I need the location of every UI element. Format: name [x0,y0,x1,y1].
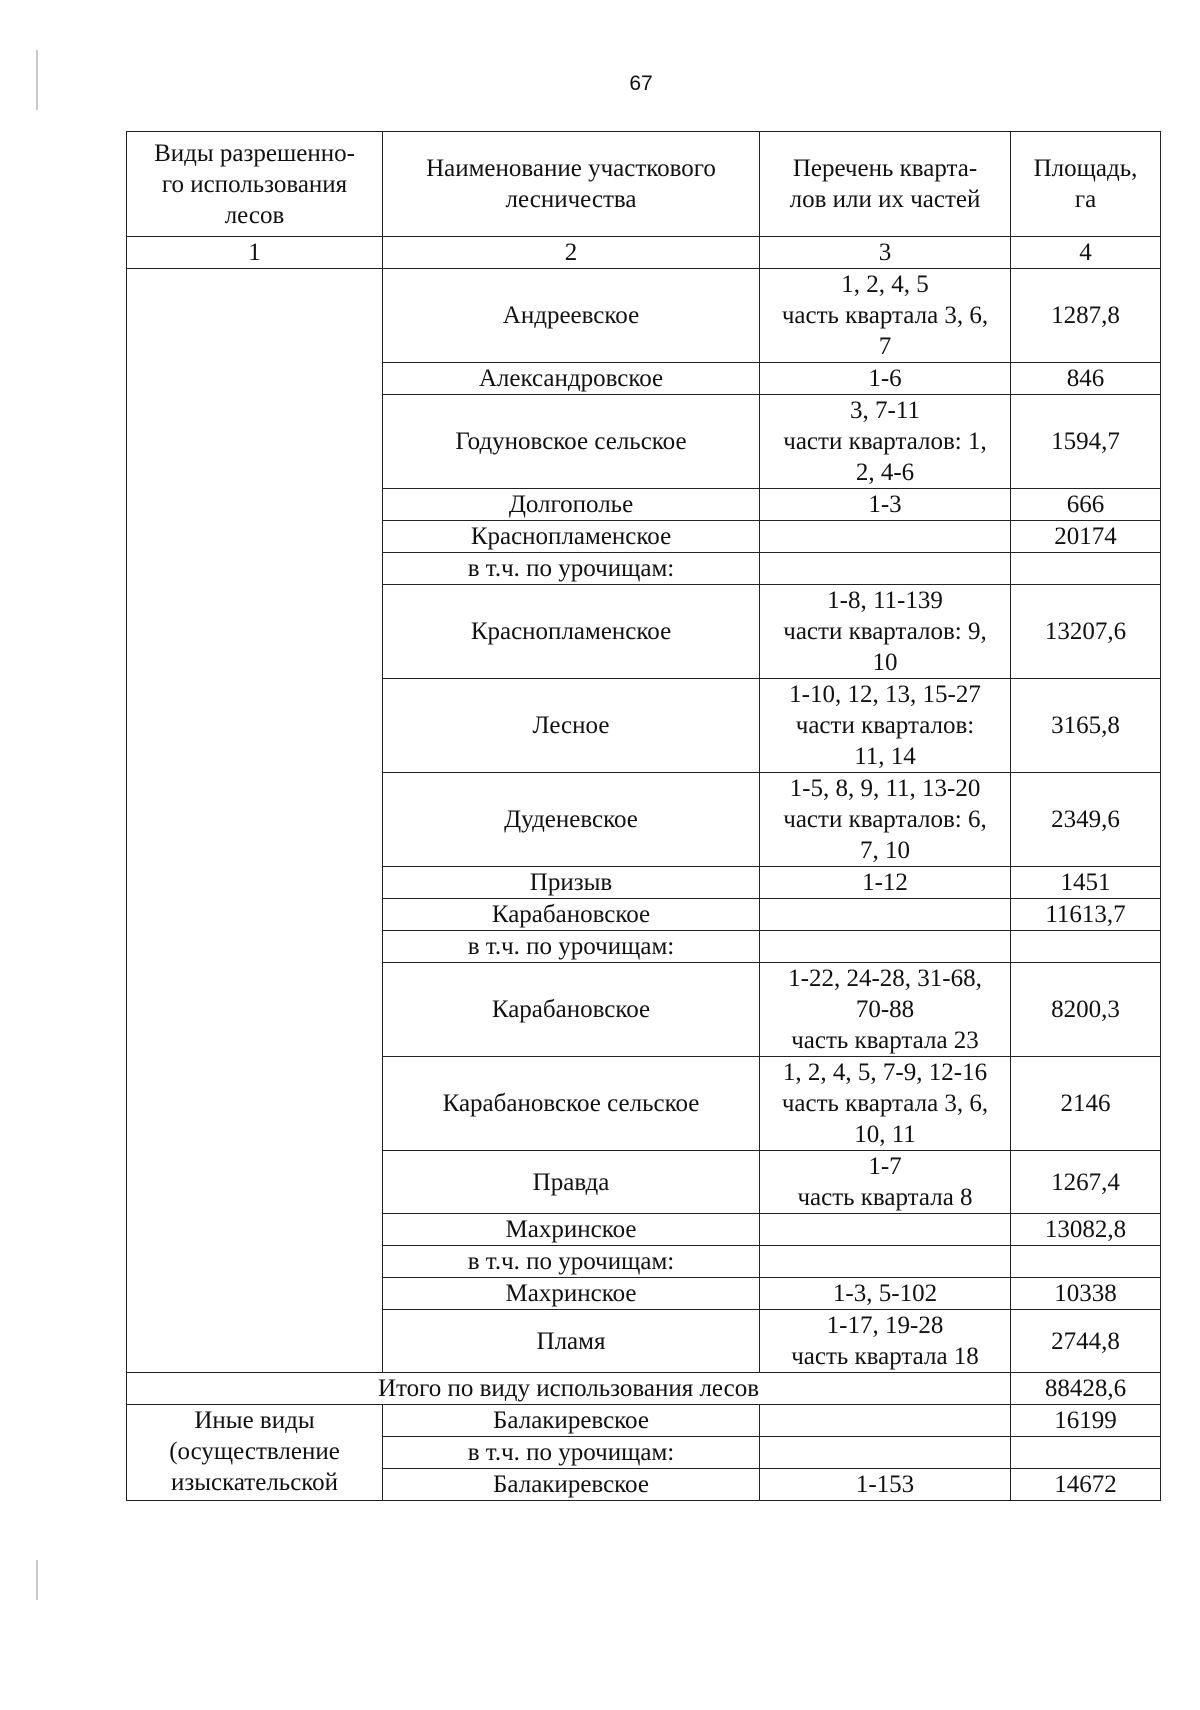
area-cell: 8200,3 [1011,963,1161,1057]
forestry-name-cell: Долгополье [383,489,760,521]
quarters-cell [760,1214,1011,1246]
forestry-name-cell: Пламя [383,1310,760,1373]
forestry-name-cell: в т.ч. по урочищам: [383,1437,760,1469]
use-type-cell-other: Иные виды (осуществление изыскательской [127,1405,383,1501]
use-type-cell [127,269,383,1373]
forestry-name-cell: Дуденевское [383,773,760,867]
forestry-name-cell: в т.ч. по урочищам: [383,553,760,585]
area-cell [1011,1246,1161,1278]
quarters-cell [760,553,1011,585]
area-cell [1011,931,1161,963]
forestry-name-cell: Призыв [383,867,760,899]
scan-mark [36,50,38,110]
quarters-cell: 1-3, 5-102 [760,1278,1011,1310]
forest-use-table [126,131,1161,1501]
quarters-cell [760,899,1011,931]
area-cell: 1267,4 [1011,1151,1161,1214]
forestry-name-cell: Краснопламенское [383,585,760,679]
area-cell: 16199 [1011,1405,1161,1437]
total-label: Итого по виду использования лесов [127,1373,1011,1405]
total-area: 88428,6 [1011,1373,1161,1405]
column-number: 4 [1011,237,1161,269]
forestry-name-cell: в т.ч. по урочищам: [383,931,760,963]
quarters-cell [760,1405,1011,1437]
table-row [127,269,1161,363]
forestry-name-cell: Карабановское [383,963,760,1057]
quarters-cell: 1-17, 19-28 часть квартала 18 [760,1310,1011,1373]
area-cell: 13082,8 [1011,1214,1161,1246]
forestry-name-cell: Лесное [383,679,760,773]
forestry-name-cell: Правда [383,1151,760,1214]
area-cell: 1594,7 [1011,395,1161,489]
scan-mark [36,1560,38,1600]
table-row [127,1405,1161,1437]
quarters-cell: 3, 7-11 части кварталов: 1, 2, 4-6 [760,395,1011,489]
forestry-name-cell: Карабановское сельское [383,1057,760,1151]
forestry-name-cell: Балакиревское [383,1469,760,1501]
quarters-cell: 1-22, 24-28, 31-68, 70-88 часть квартала 23 [760,963,1011,1057]
total-row [127,1373,1161,1405]
quarters-cell: 1-5, 8, 9, 11, 13-20 части кварталов: 6, 7, 10 [760,773,1011,867]
quarters-cell: 1-10, 12, 13, 15-27 части кварталов: 11, 14 [760,679,1011,773]
quarters-cell [760,1437,1011,1469]
quarters-cell: 1-3 [760,489,1011,521]
header-quarters-list: Перечень кварта- лов или их частей [760,132,1011,237]
area-cell [1011,1437,1161,1469]
forestry-name-cell: Махринское [383,1278,760,1310]
forestry-name-cell: Карабановское [383,899,760,931]
forestry-name-cell: Махринское [383,1214,760,1246]
quarters-cell: 1-153 [760,1469,1011,1501]
area-cell: 2744,8 [1011,1310,1161,1373]
area-cell: 1451 [1011,867,1161,899]
quarters-cell: 1, 2, 4, 5, 7-9, 12-16 часть квартала 3, 6, 10, 11 [760,1057,1011,1151]
column-number: 1 [127,237,383,269]
column-number-row [127,237,1161,269]
area-cell: 2146 [1011,1057,1161,1151]
quarters-cell: 1, 2, 4, 5 часть квартала 3, 6, 7 [760,269,1011,363]
header-forestry-name: Наименование участкового лесничества [383,132,760,237]
forestry-name-cell: Краснопламенское [383,521,760,553]
area-cell: 666 [1011,489,1161,521]
quarters-cell [760,521,1011,553]
quarters-cell: 1-6 [760,363,1011,395]
column-number: 3 [760,237,1011,269]
other-use-rows [127,1405,1161,1501]
forestry-name-cell: в т.ч. по урочищам: [383,1246,760,1278]
area-cell: 846 [1011,363,1161,395]
column-number: 2 [383,237,760,269]
main-rows [127,269,1161,1373]
forestry-name-cell: Балакиревское [383,1405,760,1437]
quarters-cell [760,931,1011,963]
forestry-name-cell: Годуновское сельское [383,395,760,489]
area-cell: 14672 [1011,1469,1161,1501]
area-cell: 10338 [1011,1278,1161,1310]
area-cell: 3165,8 [1011,679,1161,773]
quarters-cell: 1-7 часть квартала 8 [760,1151,1011,1214]
quarters-cell: 1-8, 11-139 части кварталов: 9, 10 [760,585,1011,679]
forestry-name-cell: Александровское [383,363,760,395]
area-cell [1011,553,1161,585]
area-cell: 20174 [1011,521,1161,553]
area-cell: 11613,7 [1011,899,1161,931]
table-header-row [127,132,1161,237]
area-cell: 1287,8 [1011,269,1161,363]
area-cell: 2349,6 [1011,773,1161,867]
page-number: 67 [629,72,653,95]
quarters-cell: 1-12 [760,867,1011,899]
area-cell: 13207,6 [1011,585,1161,679]
header-area: Площадь, га [1011,132,1161,237]
quarters-cell [760,1246,1011,1278]
forestry-name-cell: Андреевское [383,269,760,363]
header-use-type: Виды разрешенно- го использования лесов [127,132,383,237]
